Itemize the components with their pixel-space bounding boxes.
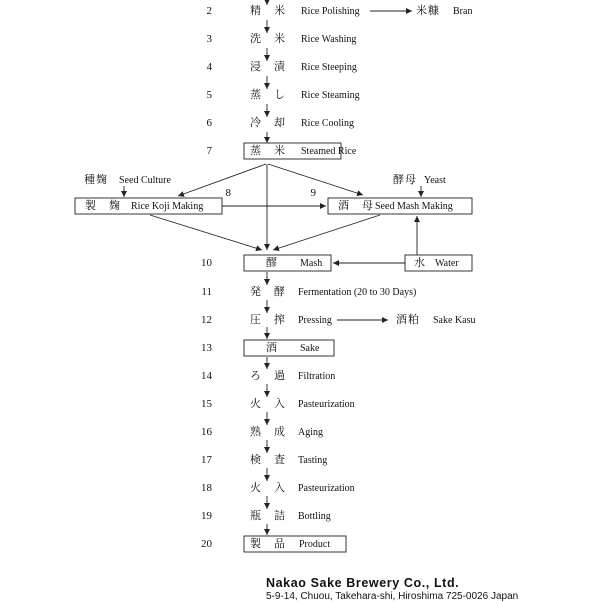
- step-number: 2: [206, 5, 212, 17]
- koji-japanese: 製 麹: [85, 200, 121, 212]
- step-number: 20: [201, 538, 212, 550]
- step-number: 16: [201, 426, 212, 438]
- step-english: Rice Cooling: [301, 118, 355, 129]
- seed-culture-japanese: 種麹: [84, 174, 108, 186]
- step-english: Product: [299, 539, 331, 550]
- step-number: 15: [201, 398, 212, 410]
- step-japanese: 製 品: [250, 538, 286, 550]
- arrow-koji-to-mash: [150, 215, 262, 250]
- company-address: 5-9-14, Chuou, Takehara-shi, Hiroshima 725-0026 Japan: [266, 591, 519, 602]
- step-number: 6: [206, 117, 212, 129]
- bran-english: Bran: [453, 6, 473, 17]
- seed-culture-english: Seed Culture: [119, 175, 171, 186]
- sake-box: [244, 340, 334, 356]
- step-japanese: 圧 搾: [250, 314, 286, 326]
- step-japanese: 洗 米: [250, 33, 286, 45]
- bran-japanese: 米糠: [416, 5, 440, 17]
- step-english: Aging: [298, 427, 323, 438]
- step-number: 8: [225, 187, 231, 199]
- step-number: 4: [206, 61, 212, 73]
- step-english: Rice Polishing: [301, 6, 360, 17]
- step-number: 12: [201, 314, 212, 326]
- step-japanese: 冷 却: [250, 117, 286, 129]
- step-english: Fermentation (20 to 30 Days): [298, 287, 417, 298]
- step-japanese: 熟 成: [250, 426, 286, 438]
- koji-english: Rice Koji Making: [131, 201, 204, 212]
- step-number: 5: [206, 89, 212, 101]
- step-english: Sake: [300, 343, 320, 354]
- step-number: 14: [201, 370, 212, 382]
- yeast-japanese: 酵母: [393, 174, 417, 186]
- step-japanese: 検 査: [250, 454, 286, 466]
- step-japanese: 蒸 し: [250, 89, 286, 101]
- step-japanese: 蒸 米: [250, 145, 286, 157]
- step-japanese: 火 入: [250, 482, 286, 494]
- company-name: Nakao Sake Brewery Co., Ltd.: [266, 576, 460, 590]
- step-number: 9: [310, 187, 316, 199]
- seed-mash-japanese: 酒 母: [338, 200, 374, 212]
- step-japanese: 火 入: [250, 398, 286, 410]
- step-japanese: 浸 漬: [250, 61, 286, 73]
- step-english: Bottling: [298, 511, 331, 522]
- step-english: Steamed Rice: [301, 146, 357, 157]
- sake-kasu-japanese: 酒粕: [396, 314, 420, 326]
- step-japanese: ろ 過: [250, 370, 286, 382]
- step-japanese: 精 米: [250, 5, 286, 17]
- step-japanese: 瓶 詰: [250, 510, 286, 522]
- step-english: Rice Steaming: [301, 90, 360, 101]
- step-japanese: 酒: [266, 342, 278, 354]
- step-english: Tasting: [298, 455, 328, 466]
- step-english: Filtration: [298, 371, 336, 382]
- yeast-english: Yeast: [424, 175, 446, 186]
- water-english: Water: [435, 258, 459, 269]
- water-japanese: 水: [414, 257, 426, 269]
- step-number: 19: [201, 510, 212, 522]
- step-number: 17: [201, 454, 212, 466]
- step-number: 18: [201, 482, 212, 494]
- step-number: 10: [201, 257, 212, 269]
- step-english: Pasteurization: [298, 483, 355, 494]
- seed-mash-english: Seed Mash Making: [375, 201, 453, 212]
- step-english: Rice Washing: [301, 34, 357, 45]
- step-number: 13: [201, 342, 212, 354]
- step-english: Pressing: [298, 315, 332, 326]
- step-japanese: 発 酵: [250, 286, 286, 298]
- step-japanese: 醪: [266, 257, 278, 269]
- step-number: 3: [206, 33, 212, 45]
- arrow-seedmash-to-mash: [273, 215, 380, 250]
- step-english: Mash: [300, 258, 323, 269]
- step-number: 11: [201, 286, 212, 298]
- step-number: 7: [206, 145, 212, 157]
- step-english: Pasteurization: [298, 399, 355, 410]
- sake-kasu-english: Sake Kasu: [433, 315, 476, 326]
- step-english: Rice Steeping: [301, 62, 357, 73]
